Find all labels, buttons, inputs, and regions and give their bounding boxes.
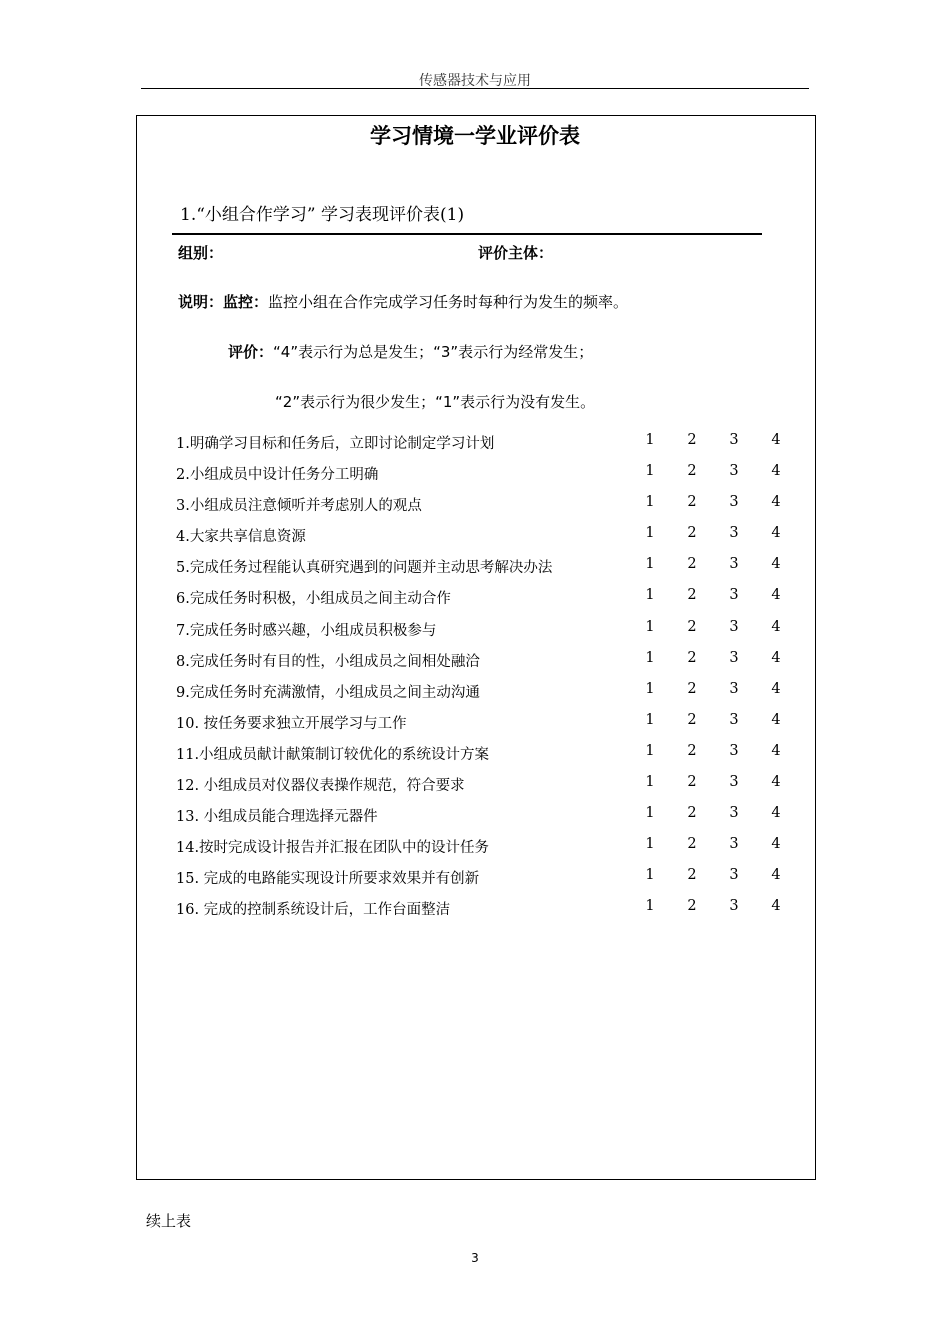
score-option-1[interactable]: 1 — [645, 867, 655, 884]
score-option-1[interactable]: 1 — [645, 463, 655, 480]
score-option-2[interactable]: 2 — [687, 898, 697, 915]
evaluation-item-row — [176, 836, 796, 867]
score-option-4[interactable]: 4 — [771, 432, 781, 448]
form-title: 学习情境一学业评价表 — [370, 124, 580, 148]
evaluation-item-text: 1.明确学习目标和任务后，立即讨论制定学习计划 — [176, 436, 495, 452]
rating-text-1: “4”表示行为总是发生；“3”表示行为经常发生； — [273, 343, 594, 361]
note-text: 监控小组在合作完成学习任务时每种行为发生的频率。 — [268, 293, 629, 311]
score-option-1[interactable]: 1 — [645, 556, 655, 573]
evaluation-item-text: 15. 完成的电路能实现设计所要求效果并有创新 — [176, 871, 480, 888]
header-divider — [141, 88, 809, 89]
evaluation-item-text: 7.完成任务时感兴趣，小组成员积极参与 — [176, 622, 437, 639]
evaluation-item-text: 4.大家共享信息资源 — [176, 529, 306, 546]
evaluation-item-row — [176, 525, 796, 556]
score-option-4[interactable]: 4 — [771, 680, 781, 697]
score-option-4[interactable]: 4 — [771, 836, 781, 853]
page-number: 3 — [471, 1251, 479, 1265]
score-option-4[interactable]: 4 — [771, 494, 781, 511]
score-option-2[interactable]: 2 — [687, 836, 697, 853]
score-option-4[interactable]: 4 — [771, 711, 781, 728]
score-option-1[interactable]: 1 — [645, 525, 655, 542]
score-option-3[interactable]: 3 — [729, 742, 739, 759]
score-option-1[interactable]: 1 — [645, 742, 655, 759]
score-option-2[interactable]: 2 — [687, 525, 697, 542]
score-option-2[interactable]: 2 — [687, 711, 697, 728]
score-option-4[interactable]: 4 — [771, 556, 781, 573]
evaluation-item-row — [176, 681, 796, 712]
score-option-3[interactable]: 3 — [729, 680, 739, 697]
evaluation-item-row — [176, 587, 796, 618]
score-option-1[interactable]: 1 — [645, 774, 655, 791]
page-header-title: 传感器技术与应用 — [419, 73, 531, 89]
evaluation-item-row — [176, 774, 796, 805]
note-label: 说明：监控： — [178, 293, 269, 311]
score-option-4[interactable]: 4 — [771, 525, 781, 542]
evaluation-item-row — [176, 619, 796, 650]
evaluation-item-row — [176, 650, 796, 681]
score-option-4[interactable]: 4 — [771, 742, 781, 759]
evaluation-item-text: 10. 按任务要求独立开展学习与工作 — [176, 715, 407, 732]
evaluation-item-text: 16. 完成的控制系统设计后，工作台面整洁 — [176, 902, 451, 919]
score-option-2[interactable]: 2 — [687, 867, 697, 884]
score-option-3[interactable]: 3 — [729, 805, 739, 822]
score-option-1[interactable]: 1 — [645, 711, 655, 728]
score-option-3[interactable]: 3 — [729, 525, 739, 542]
score-option-2[interactable]: 2 — [687, 680, 697, 697]
score-option-3[interactable]: 3 — [729, 774, 739, 791]
score-option-2[interactable]: 2 — [687, 805, 697, 822]
rating-label: 评价： — [228, 343, 274, 361]
evaluation-item-row — [176, 867, 796, 898]
evaluation-item-row — [176, 556, 796, 587]
score-option-4[interactable]: 4 — [771, 867, 781, 884]
score-option-1[interactable]: 1 — [645, 618, 655, 635]
score-option-1[interactable]: 1 — [645, 680, 655, 697]
score-option-4[interactable]: 4 — [771, 618, 781, 635]
score-option-2[interactable]: 2 — [687, 494, 697, 511]
score-option-4[interactable]: 4 — [771, 463, 781, 480]
evaluation-item-row — [176, 805, 796, 836]
evaluation-item-text: 6.完成任务时积极，小组成员之间主动合作 — [176, 591, 451, 608]
score-option-4[interactable]: 4 — [771, 898, 781, 915]
score-option-3[interactable]: 3 — [729, 587, 739, 604]
score-option-2[interactable]: 2 — [687, 587, 697, 604]
subtitle-divider — [172, 233, 762, 235]
score-option-3[interactable]: 3 — [729, 556, 739, 573]
score-option-2[interactable]: 2 — [687, 742, 697, 759]
rating-legend-1 — [228, 341, 593, 362]
score-option-2[interactable]: 2 — [687, 432, 697, 448]
score-option-1[interactable]: 1 — [645, 587, 655, 604]
score-option-1[interactable]: 1 — [645, 494, 655, 511]
score-option-3[interactable]: 3 — [729, 649, 739, 666]
continued-label: 续上表 — [146, 1212, 192, 1230]
score-option-3[interactable]: 3 — [729, 711, 739, 728]
score-option-2[interactable]: 2 — [687, 463, 697, 480]
score-option-3[interactable]: 3 — [729, 898, 739, 915]
score-option-2[interactable]: 2 — [687, 556, 697, 573]
subject-label: 评价主体： — [478, 244, 554, 262]
evaluation-item-text: 12. 小组成员对仪器仪表操作规范，符合要求 — [176, 778, 465, 795]
evaluation-item-text: 5.完成任务过程能认真研究遇到的问题并主动思考解决办法 — [176, 560, 553, 577]
score-option-1[interactable]: 1 — [645, 649, 655, 666]
evaluation-item-row — [176, 432, 796, 463]
evaluation-item-row — [176, 743, 796, 774]
score-option-4[interactable]: 4 — [771, 587, 781, 604]
score-option-2[interactable]: 2 — [687, 618, 697, 635]
evaluation-item-text: 13. 小组成员能合理选择元器件 — [176, 809, 378, 826]
evaluation-item-text: 9.完成任务时充满激情，小组成员之间主动沟通 — [176, 684, 480, 701]
score-option-1[interactable]: 1 — [645, 432, 655, 448]
score-option-4[interactable]: 4 — [771, 649, 781, 666]
evaluation-item-row — [176, 712, 796, 743]
score-option-3[interactable]: 3 — [729, 494, 739, 511]
score-option-3[interactable]: 3 — [729, 867, 739, 884]
evaluation-items-list — [176, 432, 796, 930]
score-option-2[interactable]: 2 — [687, 649, 697, 666]
score-option-3[interactable]: 3 — [729, 836, 739, 853]
score-option-4[interactable]: 4 — [771, 774, 781, 791]
score-option-3[interactable]: 3 — [729, 618, 739, 635]
instruction-note — [178, 291, 628, 312]
evaluation-item-text: 14.按时完成设计报告并汇报在团队中的设计任务 — [176, 840, 490, 857]
group-label: 组别： — [178, 244, 224, 262]
evaluation-item-row — [176, 898, 796, 929]
evaluation-item-text: 3.小组成员注意倾听并考虑别人的观点 — [176, 498, 422, 515]
evaluation-item-text: 11.小组成员献计献策制订较优化的系统设计方案 — [176, 746, 490, 763]
score-option-1[interactable]: 1 — [645, 805, 655, 822]
score-option-3[interactable]: 3 — [729, 432, 739, 448]
form-subtitle: 1.“小组合作学习” 学习表现评价表(1) — [180, 205, 465, 225]
score-option-3[interactable]: 3 — [729, 463, 739, 480]
score-option-4[interactable]: 4 — [771, 805, 781, 822]
rating-legend-2: “2”表示行为很少发生；“1”表示行为没有发生。 — [275, 393, 596, 411]
evaluation-item-row — [176, 494, 796, 525]
evaluation-item-row — [176, 463, 796, 494]
evaluation-item-text: 2.小组成员中设计任务分工明确 — [176, 467, 379, 484]
score-option-1[interactable]: 1 — [645, 836, 655, 853]
score-option-1[interactable]: 1 — [645, 898, 655, 915]
evaluation-item-text: 8.完成任务时有目的性，小组成员之间相处融洽 — [176, 653, 480, 670]
score-option-2[interactable]: 2 — [687, 774, 697, 791]
